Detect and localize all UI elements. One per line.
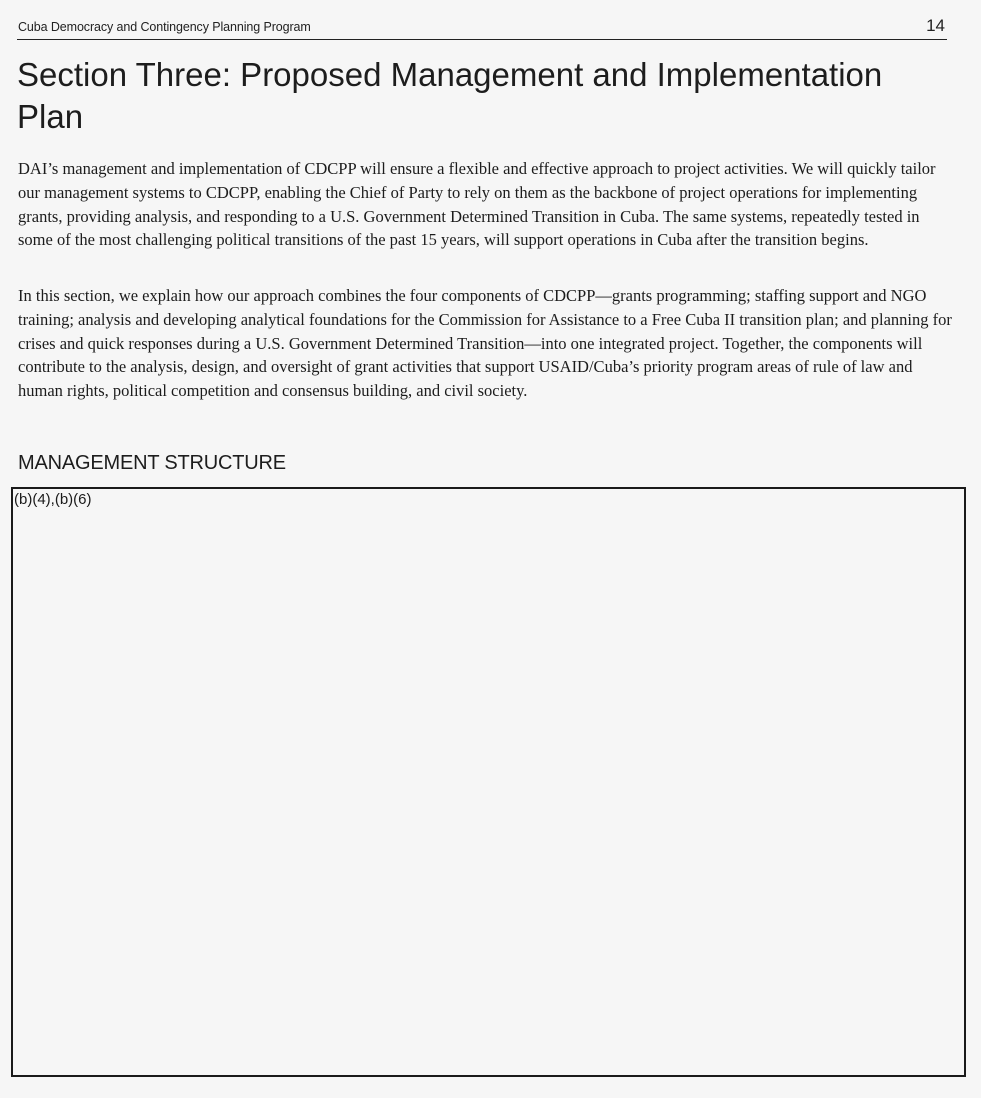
paragraph-intro: DAI’s management and implementation of CDCPP will ensure a flexible and effective approach to project activities. We will quickly tailor our management systems to CDCPP, enabling the Chief of Party to rely on them as the backbone of project operations for implementing grants, providing analysis, and responding to a U.S. Government Determined Transition in Cuba. The same systems, repeatedly tested in some of the most challenging political transitions of the past 15 years, will support operations in Cuba after the transition begins.: [18, 159, 936, 250]
redacted-content-box: [11, 487, 966, 1077]
page-number: 14: [926, 16, 945, 35]
running-header: [17, 17, 947, 40]
paragraph-components: In this section, we explain how our approach combines the four components of CDCPP—grants programming; staffing support and NGO training; analysis and developing analytical foundations for the Commission for Assistance to a Free Cuba II transition plan; and planning for crises and quick responses during a U.S. Government Determined Transition—into one integrated project. Together, the components will contribute to the analysis, design, and oversight of grant activities that support USAID/Cuba’s priority program areas of rule of law and human rights, political competition and consensus building, and civil society.: [18, 286, 952, 401]
redaction-code-label: (b)(4),(b)(6): [14, 491, 92, 508]
management-structure-heading: MANAGEMENT STRUCTURE: [18, 452, 286, 474]
program-name: Cuba Democracy and Contingency Planning Program: [18, 20, 311, 34]
section-title: Section Three: Proposed Management and Implementation Plan: [17, 56, 883, 135]
